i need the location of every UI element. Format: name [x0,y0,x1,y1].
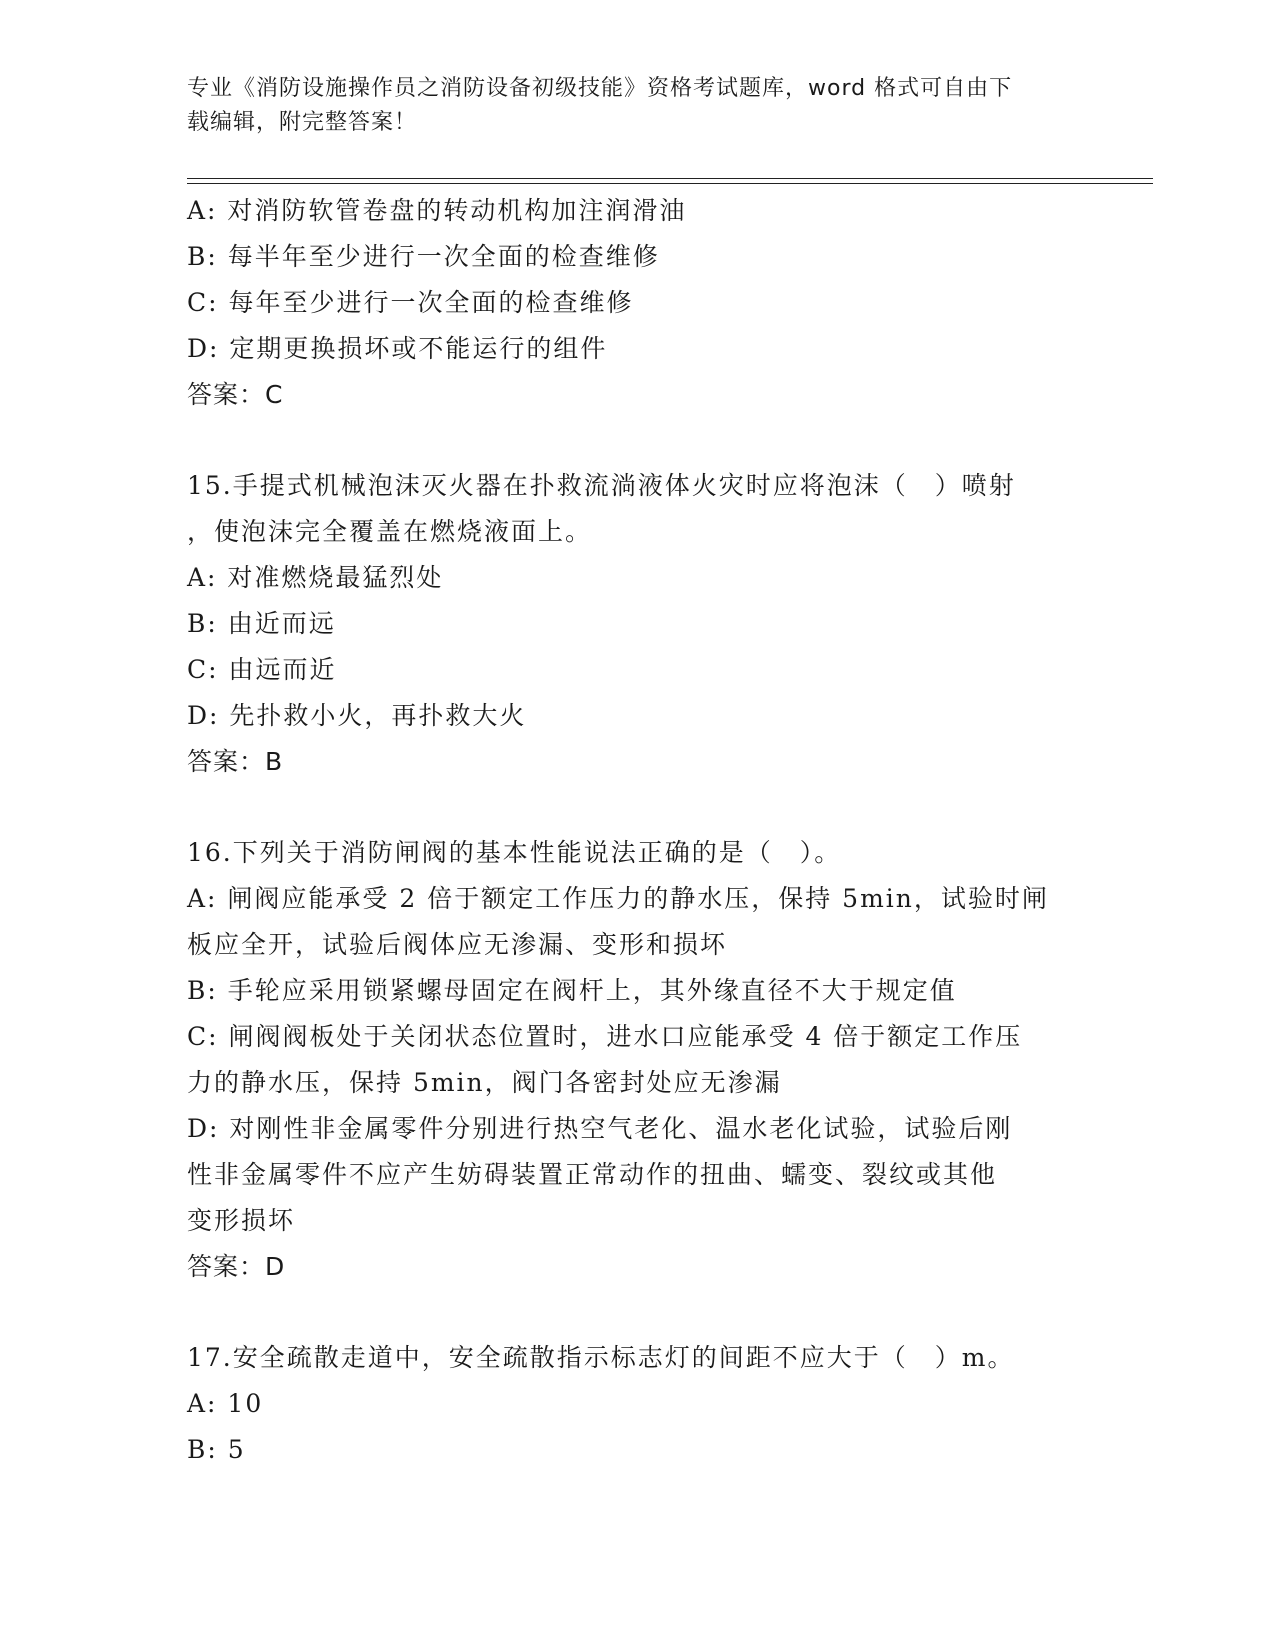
question-stem-continued: ，使泡沫完全覆盖在燃烧液面上。 [187,517,593,546]
option-d-continued: 变形损坏 [187,1206,296,1235]
question-list [187,188,1087,1473]
header-divider-bottom [187,183,1153,184]
option-d-continued: 性非金属零件不应产生妨碍装置正常动作的扭曲、蠕变、裂纹或其他 [187,1160,998,1189]
answer: 答案：D [187,1252,286,1281]
question-stem: 15.手提式机械泡沫灭火器在扑救流淌液体火灾时应将泡沫（ ）喷射 [187,471,1016,500]
option-c: C: 闸阀阀板处于关闭状态位置时，进水口应能承受 4 倍于额定工作压 [187,1022,1023,1051]
option-b: B: 手轮应采用锁紧螺母固定在阀杆上，其外缘直径不大于规定值 [187,976,957,1005]
option-a: A: 闸阀应能承受 2 倍于额定工作压力的静水压，保持 5min，试验时闸 [187,884,1049,913]
option-d: D: 先扑救小火，再扑救大火 [187,701,527,730]
option-c: C: 由远而近 [187,655,337,684]
question-16 [187,830,1087,1290]
option-b: B: 每半年至少进行一次全面的检查维修 [187,242,660,271]
option-b: B: 由近而远 [187,609,336,638]
question-stem: 17.安全疏散走道中，安全疏散指示标志灯的间距不应大于（ ）m。 [187,1343,1015,1372]
option-c-continued: 力的静水压，保持 5min，阀门各密封处应无渗漏 [187,1068,782,1097]
header-line-2: 载编辑，附完整答案！ [187,110,418,135]
document-header [187,72,1087,140]
answer: 答案：C [187,380,284,409]
option-a: A: 10 [187,1389,264,1418]
header-line-1: 专业《消防设施操作员之消防设备初级技能》资格考试题库，word 格式可自由下 [187,76,1013,101]
option-c: C: 每年至少进行一次全面的检查维修 [187,288,634,317]
option-b: B: 5 [187,1435,246,1464]
option-d: D: 对刚性非金属零件分别进行热空气老化、温水老化试验，试验后刚 [187,1114,1013,1143]
option-d: D: 定期更换损坏或不能运行的组件 [187,334,608,363]
option-a: A: 对准燃烧最猛烈处 [187,563,444,592]
answer: 答案：B [187,747,284,776]
question-15 [187,463,1087,785]
option-a-continued: 板应全开，试验后阀体应无渗漏、变形和损坏 [187,930,728,959]
option-a: A: 对消防软管卷盘的转动机构加注润滑油 [187,196,687,225]
question-17 [187,1335,1087,1473]
question-14-continued [187,188,1087,418]
header-divider-top [187,178,1153,179]
question-stem: 16.下列关于消防闸阀的基本性能说法正确的是（ ）。 [187,838,842,867]
